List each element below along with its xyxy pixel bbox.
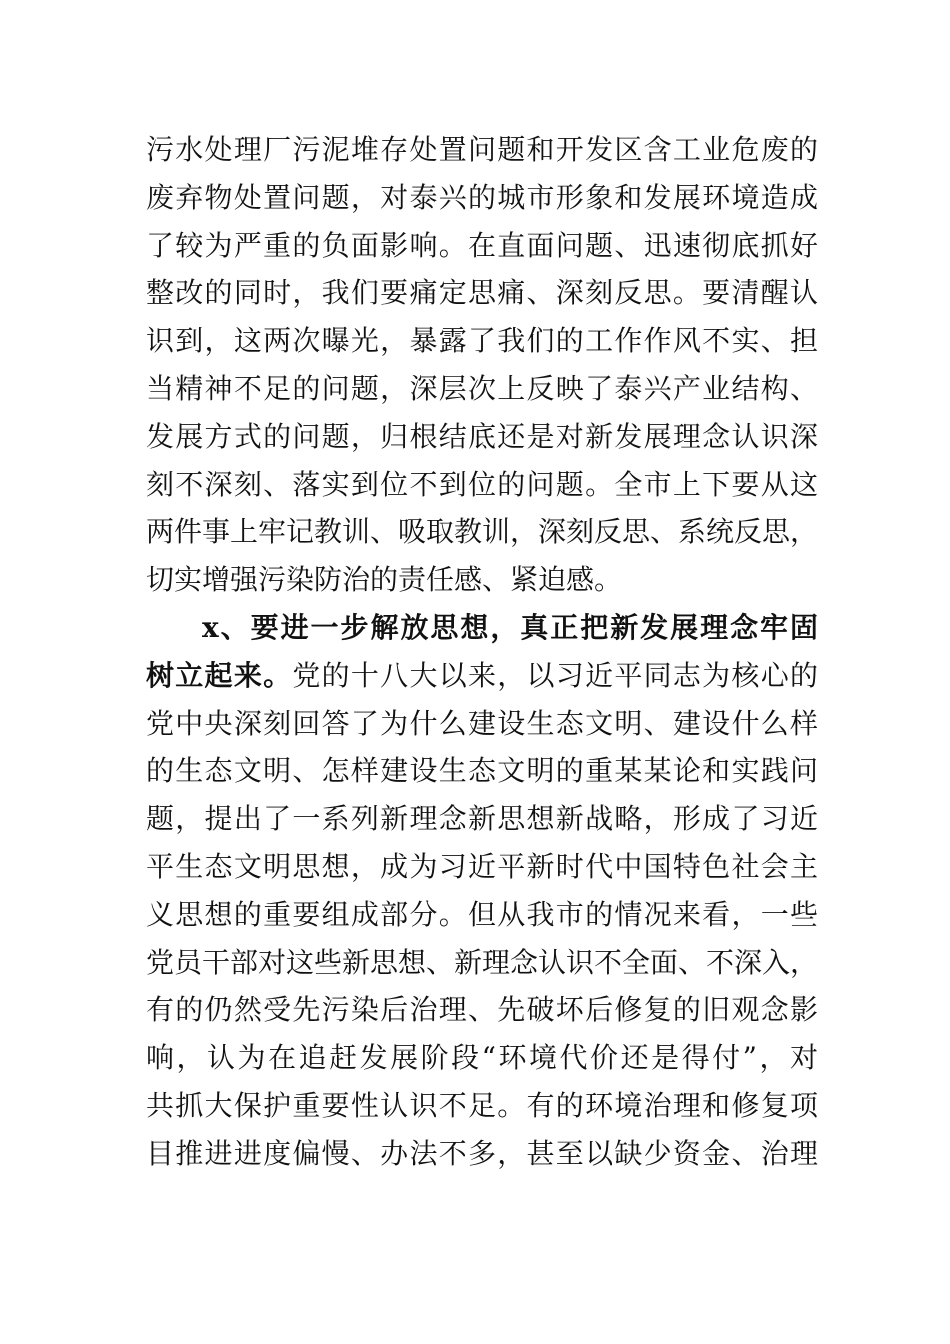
text-line: 目推进进度偏慢、办法不多，甚至以缺少资金、治理: [146, 1136, 818, 1170]
text-line: 党员干部对这些新思想、新理念认识不全面、不深入，: [146, 945, 819, 979]
section-heading: x、要进一步解放思想，真正把新发展理念牢固: [202, 610, 818, 644]
text-line: 平生态文明思想，成为习近平新时代中国特色社会主: [146, 849, 818, 883]
text-line: 两件事上牢记教训、吸取教训，深刻反思、系统反思，: [146, 515, 819, 549]
text-line: 的生态文明、怎样建设生态文明的重某某论和实践问: [146, 754, 818, 788]
section-heading-end: 树立起来。: [146, 658, 293, 692]
text-line: 党中央深刻回答了为什么建设生态文明、建设什么样: [146, 706, 818, 740]
text-line: 了较为严重的负面影响。在直面问题、迅速彻底抓好: [146, 228, 818, 262]
text-line: 切实增强污染防治的责任感、紧迫感。: [146, 563, 623, 597]
text-line: 响，认为在追赶发展阶段“环境代价还是得付”，对: [146, 1041, 818, 1075]
text-line: 发展方式的问题，归根结底还是对新发展理念认识深: [146, 419, 818, 453]
paragraph-1: [146, 126, 818, 604]
paragraph-2: [146, 604, 818, 1178]
text-line: 污水处理厂污泥堆存处置问题和开发区含工业危废的: [146, 133, 818, 166]
text-line: 废弃物处置问题，对泰兴的城市形象和发展环境造成: [146, 180, 818, 214]
text-line: 题，提出了一系列新理念新思想新战略，形成了习近: [146, 802, 818, 836]
text-line: 整改的同时，我们要痛定思痛、深刻反思。要清醒认: [146, 276, 818, 310]
text-line: 有的仍然受先污染后治理、先破坏后修复的旧观念影: [146, 993, 818, 1027]
text-line: 识到，这两次曝光，暴露了我们的工作作风不实、担: [146, 324, 818, 358]
text-line: [146, 652, 818, 700]
text-line: 共抓大保护重要性认识不足。有的环境治理和修复项: [146, 1088, 818, 1122]
text-line: 当精神不足的问题，深层次上反映了泰兴产业结构、: [146, 371, 818, 405]
body-text: [146, 126, 818, 1178]
text-line-rest: 党的十八大以来，以习近平同志为核心的: [292, 658, 818, 692]
text-line: 义思想的重要组成部分。但从我市的情况来看，一些: [146, 897, 818, 931]
text-line: 刻不深刻、落实到位不到位的问题。全市上下要从这: [146, 467, 818, 501]
